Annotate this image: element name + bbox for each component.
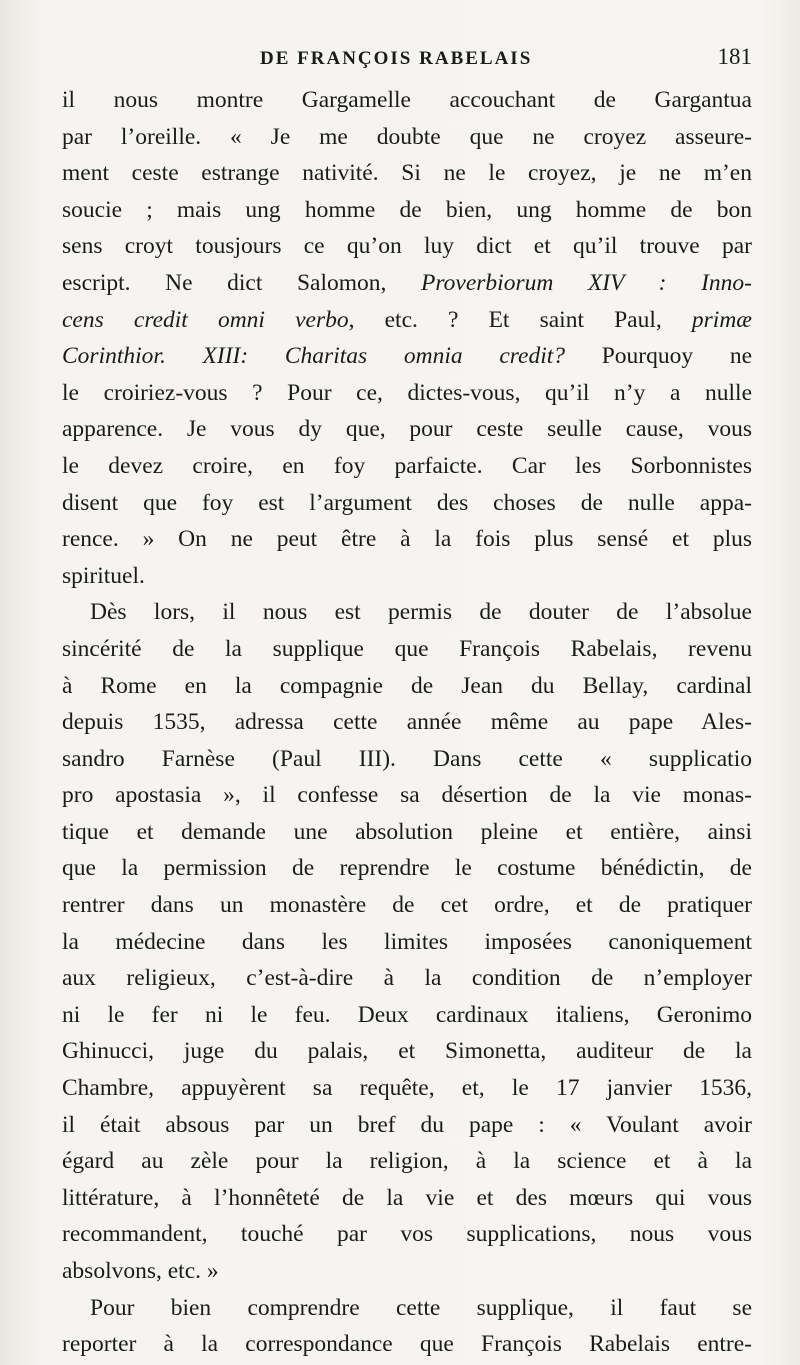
italic-citation: cens credit omni verbo: [62, 306, 349, 333]
text-line: la médecine dans les limites imposées canoniquement: [62, 928, 752, 955]
text-line: reporter à la correspondance que François Rabelais entre-: [62, 1331, 752, 1358]
italic-citation: Proverbiorum XIV : Inno-: [421, 269, 752, 296]
text-line: par l’oreille. « Je me doubte que ne croyez asseure-: [62, 123, 752, 150]
body-text: [62, 82, 752, 1363]
text-line: disent que foy est l’argument des choses de nulle appa-: [62, 489, 752, 516]
text-line: soucie ; mais ung homme de bien, ung homme de bon: [62, 196, 752, 223]
italic-citation: primæ: [691, 306, 752, 333]
text-line: il nous montre Gargamelle accouchant de Gargantua: [62, 87, 752, 113]
text-line: absolvons, etc. »: [62, 1258, 219, 1284]
text-line: escript. Ne dict Salomon, Proverbiorum XIV : Inno-: [62, 269, 752, 296]
text-line: à Rome en la compagnie de Jean du Bellay, cardinal: [62, 672, 752, 699]
running-title: DE FRANÇOIS RABELAIS: [260, 48, 533, 69]
text-line: le devez croire, en foy parfaicte. Car les Sorbonnistes: [62, 452, 752, 479]
text-line: spirituel.: [62, 562, 145, 589]
text-line: aux religieux, c’est-à-dire à la condition de n’employer: [62, 965, 752, 992]
text-line: apparence. Je vous dy que, pour ceste seulle cause, vous: [62, 416, 752, 443]
text-line: littérature, à l’honnêteté de la vie et des mœurs qui vous: [62, 1184, 752, 1211]
running-head: [62, 44, 752, 74]
text-line: recommandent, touché par vos supplications, nous vous: [62, 1221, 752, 1248]
paragraph-start-line: Dès lors, il nous est permis de douter de l’absolue: [90, 599, 752, 626]
text-line: sandro Farnèse (Paul III). Dans cette « supplicatio: [62, 745, 752, 772]
paragraph-start-line: Pour bien comprendre cette supplique, il faut se: [90, 1294, 752, 1321]
text-line: rence. » On ne peut être à la fois plus sensé et plus: [62, 526, 752, 553]
text-line: le croiriez-vous ? Pour ce, dictes-vous, qu’il n’y a nulle: [62, 379, 752, 406]
text-line: pro apostasia », il confesse sa désertion de la vie monas-: [62, 782, 752, 809]
text-line: rentrer dans un monastère de cet ordre, et de pratiquer: [62, 892, 752, 919]
italic-citation: Corinthior. XIII: Charitas omnia credit?: [62, 343, 566, 370]
text-line: tique et demande une absolution pleine et entière, ainsi: [62, 818, 752, 845]
text-line: il était absous par un bref du pape : « Voulant avoir: [62, 1111, 752, 1138]
text-line: depuis 1535, adressa cette année même au pape Ales-: [62, 709, 752, 736]
text-line: sincérité de la supplique que François Rabelais, revenu: [62, 635, 752, 662]
text-line: ni le fer ni le feu. Deux cardinaux italiens, Geronimo: [62, 1001, 752, 1028]
text-line: ment ceste estrange nativité. Si ne le croyez, je ne m’en: [62, 160, 752, 187]
text-line: Corinthior. XIII: Charitas omnia credit? Pourquoy ne: [62, 343, 752, 370]
text-line: que la permission de reprendre le costume bénédictin, de: [62, 855, 752, 882]
text-line: Ghinucci, juge du palais, et Simonetta, auditeur de la: [62, 1038, 752, 1065]
text-line: cens credit omni verbo, etc. ? Et saint Paul, primæ: [62, 306, 752, 333]
text-line: Chambre, appuyèrent sa requête, et, le 17 janvier 1536,: [62, 1075, 752, 1102]
page-number: 181: [717, 44, 752, 69]
text-line: sens croyt tousjours ce qu’on luy dict et qu’il trouve par: [62, 233, 752, 260]
text-line: égard au zèle pour la religion, à la science et à la: [62, 1148, 752, 1175]
